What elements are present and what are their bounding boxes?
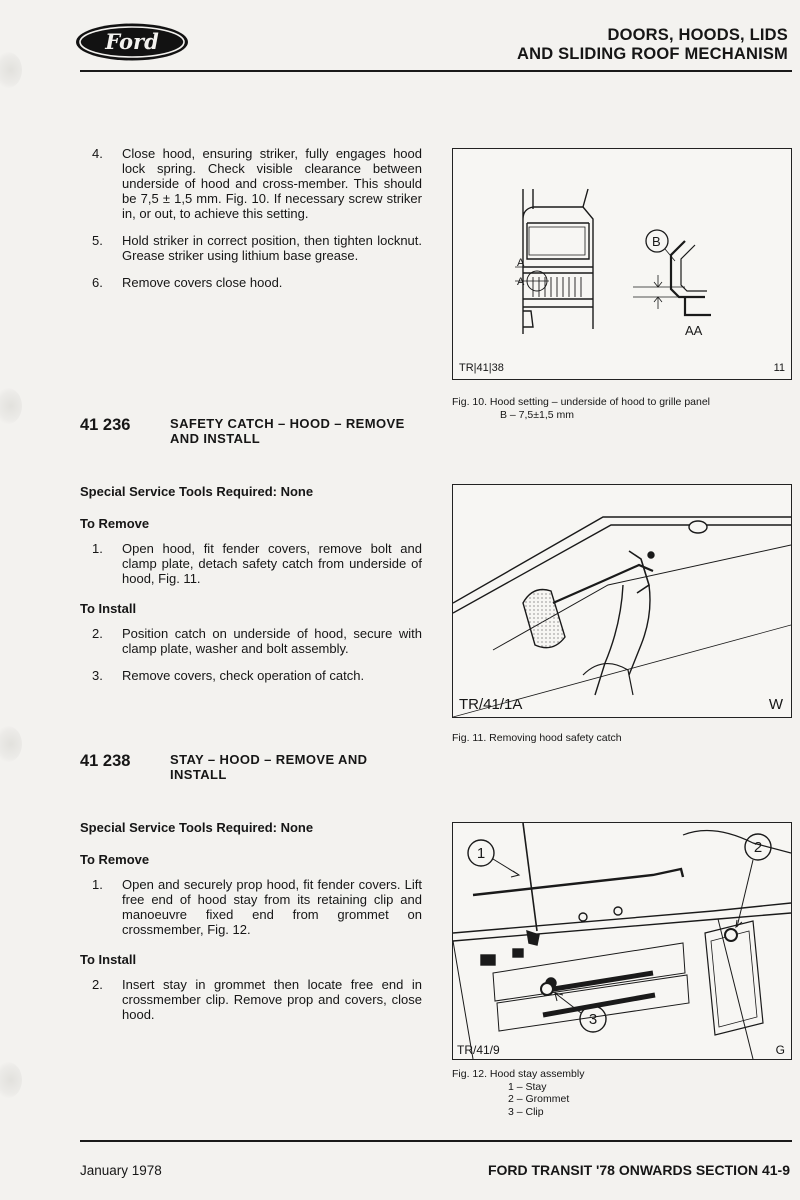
caption-line: Fig. 11. Removing hood safety catch: [452, 732, 622, 744]
section-mark-a: A: [517, 257, 525, 269]
section-number: 41 236: [80, 416, 131, 434]
punch-hole: [0, 1062, 22, 1098]
step-number: 1.: [92, 877, 103, 892]
remove-steps: [80, 541, 422, 598]
step-text: Insert stay in grommet then locate free end in crossmember clip. Remove prop and covers, close hood.: [122, 977, 422, 1022]
install-steps: [80, 977, 422, 1034]
caption-line: Fig. 10. Hood setting – underside of hood to grille panel: [452, 396, 711, 408]
list-item: [80, 977, 422, 1022]
list-item: [80, 668, 422, 683]
step-text: Remove covers close hood.: [122, 275, 283, 290]
install-heading: To Install: [80, 601, 137, 616]
remove-steps: [80, 877, 422, 949]
figure-11: [452, 484, 792, 718]
step-text: Remove covers, check operation of catch.: [122, 668, 365, 683]
list-item: [80, 146, 422, 221]
intro-steps: [80, 146, 422, 302]
legend-item: 1 – Stay: [508, 1080, 547, 1093]
install-heading: To Install: [80, 952, 137, 967]
figure-12-caption: [452, 1068, 792, 1118]
page-title-line2: AND SLIDING ROOF MECHANISM: [516, 45, 788, 63]
footer-date: January 1978: [80, 1163, 162, 1178]
step-number: 5.: [92, 233, 103, 248]
section-number: 41 238: [80, 752, 131, 770]
figure-ref: TR|41|38: [459, 362, 504, 374]
callout-aa: AA: [685, 323, 703, 338]
step-number: 2.: [92, 626, 103, 641]
svg-text:Ford: Ford: [105, 29, 159, 54]
step-number: 1.: [92, 541, 103, 556]
page-title-line1: DOORS, HOODS, LIDS: [607, 26, 788, 44]
footer-publication: FORD TRANSIT '78 ONWARDS SECTION 41-9: [487, 1162, 790, 1178]
figure-ref: TR/41/1A: [459, 696, 523, 713]
section-title: SAFETY CATCH – HOOD – REMOVE AND INSTALL: [170, 416, 405, 446]
list-item: [80, 626, 422, 656]
legend-item: 3 – Clip: [508, 1105, 544, 1118]
step-text: Hold striker in correct position, then tighten locknut. Grease striker using lithium base grease.: [122, 233, 422, 263]
punch-hole: [0, 388, 22, 424]
section-mark-a: A: [517, 276, 525, 288]
step-number: 4.: [92, 146, 103, 161]
punch-hole: [0, 52, 22, 88]
figure-11-caption: [452, 732, 792, 745]
figure-ref-code: 11: [773, 362, 785, 374]
step-number: 2.: [92, 977, 103, 992]
figure-10-caption: [452, 396, 792, 421]
header-rule: [80, 70, 792, 72]
callout-b: B: [652, 234, 661, 249]
hood-grille-diagram: [453, 149, 791, 379]
figure-ref-code: W: [768, 696, 783, 713]
list-item: [80, 275, 422, 290]
punch-hole: [0, 726, 22, 762]
step-text: Open hood, fit fender covers, remove bolt and clamp plate, detach safety catch from underside of hood, Fig. 11.: [122, 541, 422, 586]
footer-rule: [80, 1140, 792, 1142]
list-item: [80, 233, 422, 263]
caption-line: Fig. 12. Hood stay assembly: [452, 1068, 585, 1080]
remove-heading: To Remove: [80, 852, 150, 867]
page-title: [517, 26, 788, 64]
list-item: [80, 877, 422, 937]
step-number: 3.: [92, 668, 103, 683]
caption-line: B – 7,5±1,5 mm: [500, 408, 575, 421]
ford-logo: [74, 22, 190, 62]
section-title: STAY – HOOD – REMOVE AND INSTALL: [170, 752, 368, 782]
step-text: Position catch on underside of hood, secure with clamp plate, washer and bolt assembly.: [122, 626, 422, 656]
legend-item: 2 – Grommet: [508, 1093, 570, 1105]
figure-ref: TR/41/9: [457, 1043, 500, 1057]
section-heading-41-236: [80, 416, 422, 446]
figure-12: [452, 822, 792, 1060]
hood-stay-diagram: [453, 823, 791, 1059]
tools-required: Special Service Tools Required: None: [80, 820, 314, 835]
figure-10: [452, 148, 792, 380]
callout-2: 2: [753, 839, 763, 856]
safety-catch-diagram: [453, 485, 791, 717]
list-item: [80, 541, 422, 586]
install-steps: [80, 626, 422, 695]
step-text: Close hood, ensuring striker, fully engages hood lock spring. Check visible clearance between underside of hood and cross-member. This should be 7,5 ± 1,5 mm. Fig. 10. If necessary screw striker in, or out, to achieve this setting.: [122, 146, 422, 221]
tools-required: Special Service Tools Required: None: [80, 484, 314, 499]
callout-3: 3: [588, 1011, 598, 1028]
section-heading-41-238: [80, 752, 422, 782]
callout-1: 1: [476, 845, 486, 862]
step-text: Open and securely prop hood, fit fender covers. Lift free end of hood stay from its retaining clip and manoeuvre fixed end from grommet on crossmember, Fig. 12.: [122, 877, 422, 937]
remove-heading: To Remove: [80, 516, 150, 531]
figure-ref-code: G: [775, 1043, 785, 1057]
step-number: 6.: [92, 275, 103, 290]
